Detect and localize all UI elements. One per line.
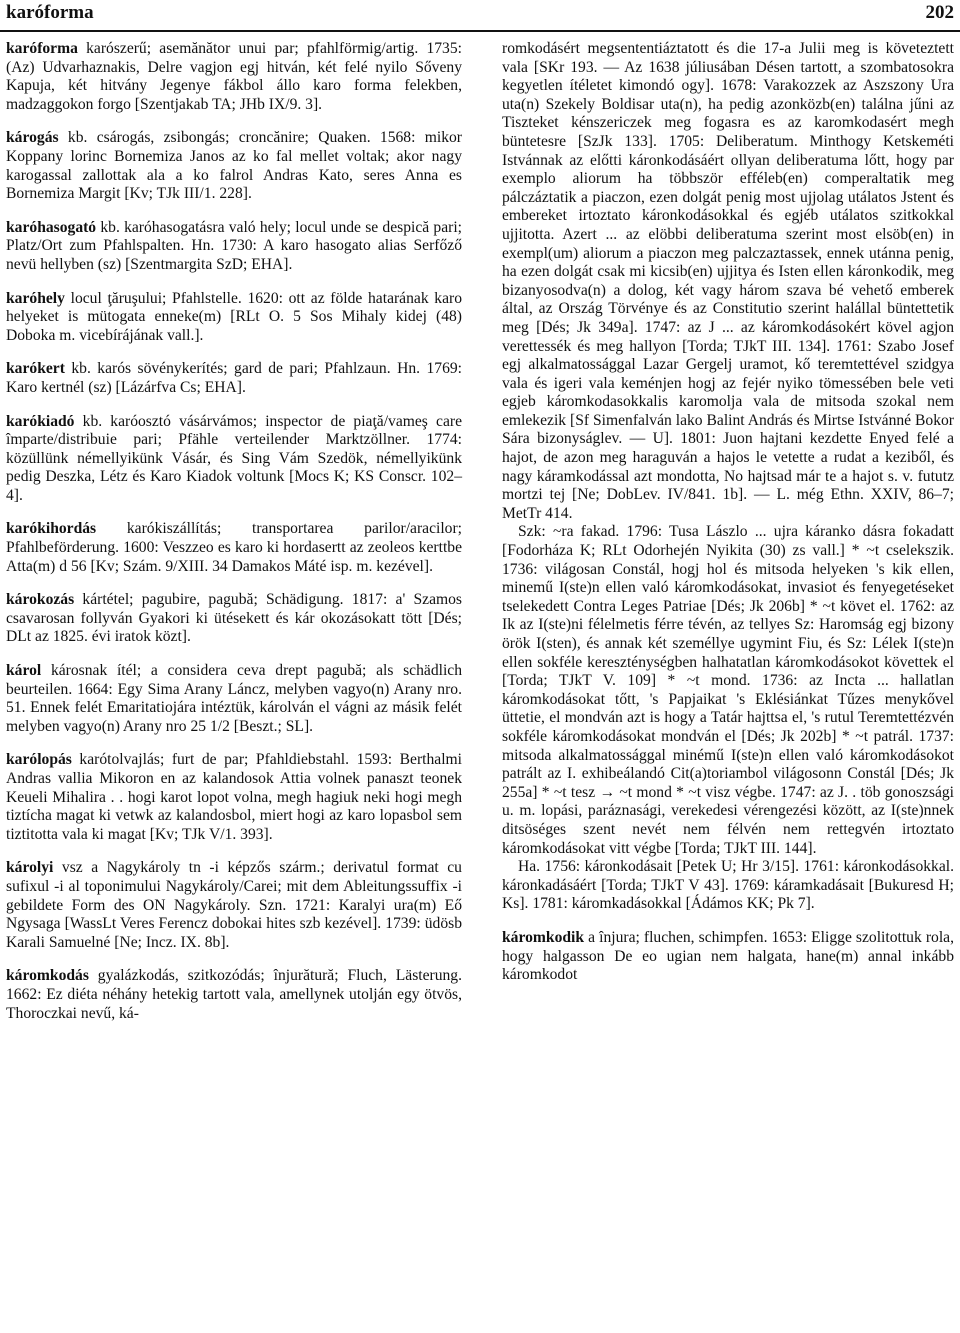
variant-forms: Ha. 1756: káronkodásait [Petek U; Hr 3/15]. 1761: káronkodásokkal. káronkadásáért [Torda; TJkT V 43]. 1769: káramkadásait [Bukuresd H; Ks]. 1781: káromkadásokkal [Ádámos KK; Pk 7]. [502,858,954,913]
running-headword: karóforma [6,2,94,23]
entry-text: károsnak ítél; a considera ceva drept pagubă; als schädlich beurteilen. 1664: Egy Sima Arany Láncz, melyben vagyo(n) Arany nro. 51. Ennek felét Emaritatiojára intéztük, károlván el vágni az másik felét melyben vagyo(n) Arany nro 25 1/2 [Beszt.; SL]. [6,662,462,735]
dictionary-entry [6,859,462,952]
left-column [6,40,462,1038]
entry-continuation: romkodásért megsententiáztatott és die 17-a Julii meg is követeztett vala [SKr 193. — Az 1638 júliusában Désen tartott, a szombatosokra kegyetlen ítéletet kimondó ogy]. 1678: Varakozzek az Aszszony Ura uta(n) Szekely Boldisar uta(n), ha pedig azonközb(en) találna jűni az Tiszteket kénszericzek meg fogasra es az karomkodasért megh büntetesre [SzJk 133]. 1705: Deliberatum. Minthogy Ketskeméti Istvánnak az előtti káronkodásáért ollyan deliberatuma lőtt, hogy par exemplo aliorum ha többször efféleb(en) comperaltatik meg pálczáztatik a piaczon, ezen dolgát penig most ujjolag utálatos Jstent és embereket irtoztato káronkodásokkal és egjéb utálatos szitkokkal ujjitotta. Azert ... az elöbbi deliberatuma szerint most elsöb(en) in exempl(um) aliorum a piaczon meg palczaztassek, ennek utánna penig, ha ezen dolgát csak mi kicsib(en) ujjitya és Isten ellen káronkodik, meg bizanyosodva(n) a dolog, két vagy három szava bé vehető emberek által, az Ország Törvénye és az Constitutio szerint halállal büntettetik meg [Dés; Jk 349a]. 1747: az J ... az káromkodásokért kövel agjon verettessék és meg hallyon [Torda; TJkT III. 134]. 1761: Szabo Josef egj alkalmatossággal Lazar Gergelj uramot, kő teremtettével szidgya vala és igeri vala keménjen hogj az fejér nyiko tömessében bele veti egjeb káromkodasokkalis karomolja vala de mitsoda szokal nem emlekezik [Sf Simenfalván lako Balint András és Mirtse Istvánné Bokor Sára bizonyságlev. — U]. 1801: Juon hajtani kezdette Enyed felé a hajot, de azon meg haraguván a hajos le vetette a rudat a keziből, és nagy káramkodással azt mondotta, No hajtsad már te a hajot s. v. fututz mortzi tej [Ne; DobLev. IV/841. 1b]. — L. még Ethn. XXIV, 86–7; MetTr 414. [502,40,954,522]
entry-headword: karókert [6,360,65,378]
entry-headword: káromkodás [6,967,89,985]
page-number: 202 [925,2,954,23]
header-rule [0,30,960,32]
dictionary-entry [6,751,462,844]
entry-text: kb. karóosztó vásárvámos; inspector de piaţă/vameş care împarte/distribuie pari; Pfähle verteilender Marktzöllner. 1774: közüllünk némellyikünk Vásár, és Sing Vám Szedök, némellyikünk pedig Deszka, Létz és Karo Kiadok voltunk [Mocs K; KS Conscr. 102–4]. [6,412,462,504]
entry-text: vsz a Nagykároly tn -i képzős szárm.; derivatul format cu sufixul -i al toponimului Nagykároly/Carei; mit dem Ableitungssuffix -i gebildete Form des ON Nagykároly. Szn. 1721: Karalyi ura(m) Eő Ngysaga [WassLt Veres Ferencz dobokai hites szb kezével]. 1739: üdösb Karali Samuelné [Ne; Incz. IX. 8b]. [6,859,462,951]
dictionary-entry [6,129,462,203]
entry-text: gyalázkodás, szitkozódás; înjurătură; Fluch, Lästerung. 1662: Ez diéta néhány hetekig tartott vala, amellynek utolján egy ötvös, Thoroczkai nevű, ká- [6,967,462,1022]
entry-headword: károlyi [6,859,54,877]
entry-text: kb. karóhasogatásra való hely; locul unde se despică pari; Platz/Ort zum Pfahlspalten. Hn. 1730: A karo hasogato alias Serfőző nevü hellyben (sz) [Szentmargita SzD; EHA]. [6,218,462,273]
entry-text: karótolvajlás; furt de par; Pfahldiebstahl. 1593: Berthalmi Andras vallia Mikoron en az kalandosok Attia volnek panaszt teonek Keueli Mihalira . . hogi karot lopot volna, megh hagiuk neki hogi megh tiztícha magat ki vetwk az kalandosbol, miert hogi az karo lopasbol sem tiztitotta vala ki magat [Kv; TJk V/1. 393]. [6,751,462,843]
phrase-block: Szk: ~ra fakad. 1796: Tusa Lászlo ... ujra káranko dásra fokadatt [Fodorháza K; RLt Odorhején Nyikita (30) zs vall.] * ~t cselekszik. 1736: világosan Constál, hogj hol és mitsoda helyeken 's kik ellen, minemű I(ste)n ellen való káromkodásokat, invasiot és fenyegetéseket tselekedett Contra Leges Patriae [Dés; Jk 206b] * ~t követ el. 1762: az Ik az I(ste)ni félelmetis férre tévén, az tellyes Sz: Haromság egj bizony örök I(sten), és annak két személlye ugymint Fiu, és Sz: Lélek I(ste)n ellen sokféle kereszténységben halhatatlan káromkodásokot követtek el [Torda; TJkT V. 109] * ~t mond. 1736: az Incta ... hallatlan káromkodásokat tőtt, 's Papjaikat 's Eklésiánkat Tűzes menykővel üttetie, el mondván azt is hogy a Tatár hajttsa el, 's rutul Teremtettézvén sokféle káromkodásokat mondván el [Dés; Jk 202b] * ~t patrál. 1737: mitsoda alkalmatossággal minémű I(ste)n ellen való káromkodásokot patrált az I. exhibeálandó Cit(a)toriambol világosonn Constál [Dés; Jk 255a] * ~t tesz → ~t mond * ~t visz végbe. 1747: az J. . töb gonoszsági u. m. lopási, paráznasági, verekedesi vérengezési között, az I(ste)nnek ditsöséges szent nevét nem félvén nem rettegvén irtoztato káromkodásokat vitt végbe [Torda; TJkT III. 144]. [502,523,954,857]
dictionary-entry [6,360,462,397]
entry-headword: károl [6,662,42,680]
entry-text: karókiszállítás; transportarea parilor/aracilor; Pfahlbeförderung. 1600: Veszzeo es karo ki hordasertt az zeoleos kerttbe Atta(m) d 56 [Kv; Szám. 9/XIII. 34 Damakos Máté isp. m. kezével]. [6,520,462,575]
entry-text: karószerű; asemănător unui par; pfahlförmig/artig. 1735: (Az) Udvarhaznakis, Delre vagjon egj hitván, két felé nyilo Sőveny Kapuja, két hitvány Jegenye fákbol állo karo forma felekben, madzaggokon forgo [Szentjakab TA; JHb IX/9. 3]. [6,40,462,113]
entry-headword: karóforma [6,40,78,57]
right-column [502,40,954,985]
entry-text: locul ţăruşului; Pfahlstelle. 1620: ott az földe hatarának karo helyeket is mütogata enneke(m) [RLt O. 5 Sos Mihaly kidej (48) Doboka m. vicebírájának vall.]. [6,289,462,344]
dictionary-entry [6,413,462,506]
entry-headword: károgás [6,129,59,147]
entry-headword: karókiadó [6,412,75,430]
dictionary-entry [502,929,954,985]
entry-text: kártétel; pagubire, pagubă; Schädigung. 1817: a' Szamos csavarosan follyván Gyakori ki ütésekett és kár okozásokatt tött [Dés; DLt az 1825. évi iratok közt]. [6,591,462,646]
entry-headword: karóhasogató [6,218,97,236]
entry-text: kb. csárogás, zsibongás; croncănire; Quaken. 1568: mikor Koppany lorinc Bornemiza Janos az ko fal mellet voltak; akor nagy karogassal zallottak ala a ko falrol Andras Kato, seres Anna es Bornemiza Margit [Kv; TJk III/1. 228]. [6,129,462,203]
dictionary-entry [6,520,462,576]
entry-headword: karókihordás [6,520,97,538]
dictionary-entry [6,290,462,346]
entry-text: a înjura; fluchen, schimpfen. 1653: Eligge szolitottuk rola, hogy halgasson De eo ugian nem halgata, hane(m) annal inkább káromkodot [502,928,954,984]
entry-headword: karóhely [6,289,65,307]
entry-text: kb. karós sövénykerítés; gard de pari; Pfahlzaun. Hn. 1769: Karo kertnél (sz) [Lázárfva Cs; EHA]. [6,360,462,396]
dictionary-entry [6,662,462,736]
dictionary-entry [6,967,462,1023]
dictionary-entry [6,591,462,647]
entry-headword: károkozás [6,591,75,609]
dictionary-entry [6,40,462,114]
page-header [0,0,960,26]
dictionary-entry [6,219,462,275]
entry-headword: karólopás [6,751,72,769]
entry-headword: káromkodik [502,928,585,946]
